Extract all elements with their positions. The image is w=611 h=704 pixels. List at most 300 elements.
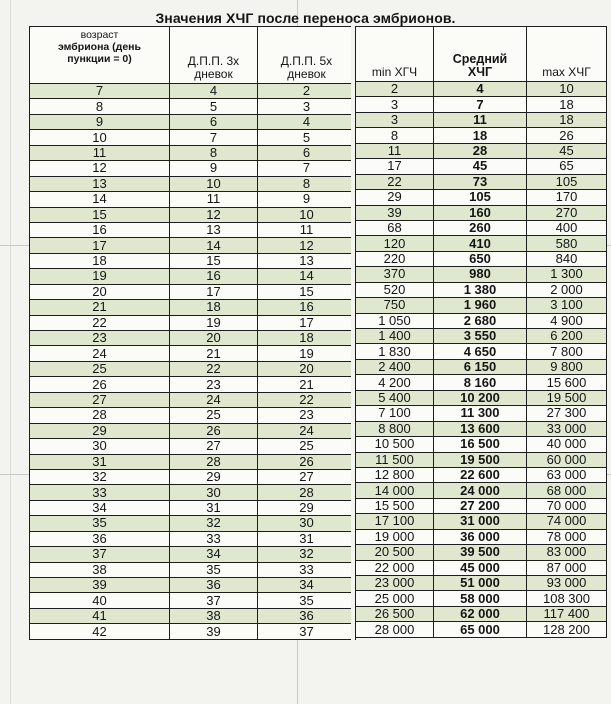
table-row — [30, 114, 356, 129]
cell-embryo-age: 30 — [30, 439, 170, 454]
cell-embryo-age: 24 — [30, 346, 170, 361]
cell-avg-hcg: 3 550 — [434, 329, 527, 344]
cell-dpp-5day: 29 — [258, 500, 356, 515]
table-row — [30, 238, 356, 253]
header-age-line3: пункции = 0) — [67, 53, 132, 65]
cell-avg-hcg: 28 — [434, 143, 527, 158]
cell-min-hcg: 11 — [356, 143, 434, 158]
cell-dpp-3day: 28 — [170, 454, 258, 469]
cell-min-hcg: 23 000 — [356, 576, 434, 591]
header-dpp3-line1: Д.П.П. 3х — [187, 54, 240, 68]
cell-embryo-age: 12 — [30, 161, 170, 176]
table-row — [30, 145, 356, 160]
cell-dpp-3day: 6 — [170, 114, 258, 129]
cell-max-hcg: 87 000 — [527, 560, 607, 575]
cell-embryo-age: 19 — [30, 269, 170, 284]
table-row — [30, 562, 356, 577]
cell-dpp-5day: 4 — [258, 114, 356, 129]
cell-avg-hcg: 980 — [434, 267, 527, 282]
table-row — [30, 207, 356, 222]
cell-max-hcg: 74 000 — [527, 514, 607, 529]
cell-min-hcg: 370 — [356, 267, 434, 282]
cell-embryo-age: 17 — [30, 238, 170, 253]
cell-min-hcg: 5 400 — [356, 390, 434, 405]
cell-max-hcg: 18 — [527, 112, 607, 127]
header-embryo-age — [30, 27, 170, 84]
cell-dpp-5day: 3 — [258, 99, 356, 114]
cell-max-hcg: 1 300 — [527, 267, 607, 282]
cell-min-hcg: 68 — [356, 220, 434, 235]
table-row — [30, 99, 356, 114]
cell-min-hcg: 19 000 — [356, 529, 434, 544]
cell-dpp-5day: 31 — [258, 531, 356, 546]
table-row — [30, 547, 356, 562]
header-dpp-3day — [170, 27, 258, 84]
table-row — [30, 130, 356, 145]
table-row — [356, 298, 607, 313]
table-row — [356, 529, 607, 544]
cell-min-hcg: 22 — [356, 174, 434, 189]
table-row — [356, 359, 607, 374]
cell-min-hcg: 22 000 — [356, 560, 434, 575]
table-row — [30, 469, 356, 484]
cell-max-hcg: 65 — [527, 159, 607, 174]
cell-dpp-3day: 20 — [170, 331, 258, 346]
cell-embryo-age: 29 — [30, 423, 170, 438]
cell-min-hcg: 28 000 — [356, 622, 434, 637]
header-avg-line2: ХЧГ — [467, 65, 493, 79]
table-row — [356, 190, 607, 205]
header-dpp5-line1: Д.П.П. 5х — [280, 54, 333, 68]
table-row — [30, 192, 356, 207]
cell-dpp-5day: 37 — [258, 624, 356, 639]
cell-dpp-3day: 35 — [170, 562, 258, 577]
table-row — [30, 300, 356, 315]
table-row — [356, 375, 607, 390]
cell-avg-hcg: 11 — [434, 112, 527, 127]
cell-dpp-3day: 34 — [170, 547, 258, 562]
cell-dpp-5day: 35 — [258, 593, 356, 608]
table-row — [30, 331, 356, 346]
cell-avg-hcg: 1 380 — [434, 282, 527, 297]
cell-max-hcg: 3 100 — [527, 298, 607, 313]
table-row — [356, 576, 607, 591]
cell-embryo-age: 18 — [30, 253, 170, 268]
header-avg-line1: Средний — [452, 52, 508, 66]
cell-dpp-3day: 31 — [170, 500, 258, 515]
cell-dpp-3day: 37 — [170, 593, 258, 608]
cell-embryo-age: 20 — [30, 284, 170, 299]
table-row — [30, 408, 356, 423]
cell-dpp-3day: 24 — [170, 392, 258, 407]
table-row — [356, 622, 607, 637]
cell-avg-hcg: 22 600 — [434, 467, 527, 482]
cell-avg-hcg: 19 500 — [434, 452, 527, 467]
cell-embryo-age: 27 — [30, 392, 170, 407]
cell-dpp-5day: 21 — [258, 377, 356, 392]
cell-min-hcg: 120 — [356, 236, 434, 251]
cell-dpp-3day: 21 — [170, 346, 258, 361]
cell-avg-hcg: 2 680 — [434, 313, 527, 328]
cell-min-hcg: 17 — [356, 159, 434, 174]
cell-avg-hcg: 45 000 — [434, 560, 527, 575]
page-title: Значения ХЧГ после переноса эмбрионов. — [155, 10, 456, 26]
cell-dpp-5day: 25 — [258, 439, 356, 454]
header-max-hcg: max ХЧГ — [527, 27, 607, 82]
cell-min-hcg: 750 — [356, 298, 434, 313]
cell-max-hcg: 580 — [527, 236, 607, 251]
cell-max-hcg: 6 200 — [527, 329, 607, 344]
cell-avg-hcg: 4 650 — [434, 344, 527, 359]
table-row — [30, 315, 356, 330]
cell-min-hcg: 12 800 — [356, 467, 434, 482]
table-row — [30, 516, 356, 531]
cell-min-hcg: 4 200 — [356, 375, 434, 390]
cell-dpp-5day: 17 — [258, 315, 356, 330]
cell-dpp-3day: 5 — [170, 99, 258, 114]
cell-dpp-3day: 27 — [170, 439, 258, 454]
cell-dpp-3day: 10 — [170, 176, 258, 191]
cell-min-hcg: 10 500 — [356, 437, 434, 452]
cell-embryo-age: 13 — [30, 176, 170, 191]
cell-dpp-5day: 19 — [258, 346, 356, 361]
cell-min-hcg: 20 500 — [356, 545, 434, 560]
table-row — [30, 253, 356, 268]
table-row — [356, 282, 607, 297]
cell-min-hcg: 8 800 — [356, 421, 434, 436]
cell-max-hcg: 840 — [527, 251, 607, 266]
table-row — [356, 159, 607, 174]
cell-avg-hcg: 8 160 — [434, 375, 527, 390]
cell-avg-hcg: 51 000 — [434, 576, 527, 591]
cell-avg-hcg: 650 — [434, 251, 527, 266]
header-dpp-5day — [258, 27, 356, 84]
header-age-line2: эмбриона (день — [58, 41, 141, 53]
cell-avg-hcg: 160 — [434, 205, 527, 220]
cell-min-hcg: 25 000 — [356, 591, 434, 606]
cell-max-hcg: 63 000 — [527, 467, 607, 482]
cell-max-hcg: 70 000 — [527, 498, 607, 513]
cell-embryo-age: 32 — [30, 469, 170, 484]
cell-min-hcg: 14 000 — [356, 483, 434, 498]
table-row — [356, 220, 607, 235]
cell-embryo-age: 34 — [30, 500, 170, 515]
cell-dpp-5day: 30 — [258, 516, 356, 531]
cell-dpp-3day: 26 — [170, 423, 258, 438]
cell-dpp-5day: 11 — [258, 222, 356, 237]
cell-avg-hcg: 18 — [434, 128, 527, 143]
table-row — [30, 176, 356, 191]
cell-embryo-age: 40 — [30, 593, 170, 608]
header-min-hcg: min ХГЧ — [356, 27, 434, 82]
cell-max-hcg: 33 000 — [527, 421, 607, 436]
cell-dpp-3day: 22 — [170, 361, 258, 376]
cell-max-hcg: 117 400 — [527, 606, 607, 621]
cell-dpp-3day: 33 — [170, 531, 258, 546]
table-row — [30, 578, 356, 593]
cell-avg-hcg: 24 000 — [434, 483, 527, 498]
cell-embryo-age: 7 — [30, 84, 170, 99]
cell-dpp-3day: 30 — [170, 485, 258, 500]
table-row — [30, 346, 356, 361]
cell-max-hcg: 27 300 — [527, 406, 607, 421]
table-row — [30, 284, 356, 299]
cell-max-hcg: 60 000 — [527, 452, 607, 467]
table-row — [30, 485, 356, 500]
cell-dpp-3day: 8 — [170, 145, 258, 160]
cell-dpp-3day: 25 — [170, 408, 258, 423]
cell-avg-hcg: 65 000 — [434, 622, 527, 637]
cell-embryo-age: 36 — [30, 531, 170, 546]
cell-max-hcg: 45 — [527, 143, 607, 158]
cell-dpp-5day: 15 — [258, 284, 356, 299]
cell-avg-hcg: 11 300 — [434, 406, 527, 421]
cell-embryo-age: 28 — [30, 408, 170, 423]
table-row — [30, 439, 356, 454]
cell-embryo-age: 26 — [30, 377, 170, 392]
cell-embryo-age: 37 — [30, 547, 170, 562]
table-row — [356, 205, 607, 220]
cell-min-hcg: 220 — [356, 251, 434, 266]
cell-dpp-5day: 28 — [258, 485, 356, 500]
table-row — [356, 344, 607, 359]
table-row — [356, 406, 607, 421]
cell-avg-hcg: 7 — [434, 97, 527, 112]
cell-dpp-5day: 9 — [258, 192, 356, 207]
cell-dpp-3day: 32 — [170, 516, 258, 531]
header-age-line1: возраст — [80, 29, 119, 41]
cell-dpp-5day: 26 — [258, 454, 356, 469]
table-row — [30, 593, 356, 608]
table-row — [356, 452, 607, 467]
table-row — [30, 161, 356, 176]
cell-max-hcg: 78 000 — [527, 529, 607, 544]
cell-max-hcg: 270 — [527, 205, 607, 220]
cell-embryo-age: 35 — [30, 516, 170, 531]
cell-dpp-3day: 23 — [170, 377, 258, 392]
cell-min-hcg: 7 100 — [356, 406, 434, 421]
cell-dpp-3day: 38 — [170, 608, 258, 623]
cell-embryo-age: 22 — [30, 315, 170, 330]
cell-dpp-5day: 32 — [258, 547, 356, 562]
cell-dpp-5day: 13 — [258, 253, 356, 268]
cell-max-hcg: 10 — [527, 82, 607, 97]
table-row — [356, 390, 607, 405]
cell-embryo-age: 23 — [30, 331, 170, 346]
cell-embryo-age: 39 — [30, 578, 170, 593]
cell-embryo-age: 25 — [30, 361, 170, 376]
cell-max-hcg: 83 000 — [527, 545, 607, 560]
table-row — [356, 483, 607, 498]
table-row — [356, 236, 607, 251]
cell-max-hcg: 19 500 — [527, 390, 607, 405]
cell-dpp-5day: 5 — [258, 130, 356, 145]
cell-min-hcg: 3 — [356, 97, 434, 112]
cell-min-hcg: 11 500 — [356, 452, 434, 467]
table-row — [356, 560, 607, 575]
cell-dpp-3day: 29 — [170, 469, 258, 484]
cell-min-hcg: 1 400 — [356, 329, 434, 344]
cell-avg-hcg: 39 500 — [434, 545, 527, 560]
cell-embryo-age: 16 — [30, 222, 170, 237]
table-row — [30, 454, 356, 469]
cell-embryo-age: 9 — [30, 114, 170, 129]
cell-min-hcg: 15 500 — [356, 498, 434, 513]
cell-min-hcg: 1 050 — [356, 313, 434, 328]
cell-embryo-age: 15 — [30, 207, 170, 222]
cell-min-hcg: 1 830 — [356, 344, 434, 359]
cell-avg-hcg: 27 200 — [434, 498, 527, 513]
cell-dpp-5day: 22 — [258, 392, 356, 407]
cell-max-hcg: 128 200 — [527, 622, 607, 637]
cell-max-hcg: 15 600 — [527, 375, 607, 390]
table-row — [356, 421, 607, 436]
cell-avg-hcg: 36 000 — [434, 529, 527, 544]
cell-embryo-age: 41 — [30, 608, 170, 623]
cell-dpp-5day: 20 — [258, 361, 356, 376]
cell-max-hcg: 18 — [527, 97, 607, 112]
cell-dpp-3day: 11 — [170, 192, 258, 207]
cell-dpp-3day: 36 — [170, 578, 258, 593]
cell-dpp-5day: 34 — [258, 578, 356, 593]
cell-min-hcg: 2 400 — [356, 359, 434, 374]
cell-avg-hcg: 62 000 — [434, 606, 527, 621]
cell-max-hcg: 4 900 — [527, 313, 607, 328]
cell-dpp-5day: 24 — [258, 423, 356, 438]
cell-avg-hcg: 260 — [434, 220, 527, 235]
table-row — [356, 313, 607, 328]
cell-dpp-5day: 8 — [258, 176, 356, 191]
cell-avg-hcg: 16 500 — [434, 437, 527, 452]
cell-embryo-age: 8 — [30, 99, 170, 114]
cell-embryo-age: 31 — [30, 454, 170, 469]
cell-min-hcg: 2 — [356, 82, 434, 97]
table-row — [356, 267, 607, 282]
cell-max-hcg: 400 — [527, 220, 607, 235]
cell-dpp-5day: 12 — [258, 238, 356, 253]
cell-max-hcg: 68 000 — [527, 483, 607, 498]
cell-min-hcg: 3 — [356, 112, 434, 127]
cell-max-hcg: 2 000 — [527, 282, 607, 297]
cell-dpp-5day: 2 — [258, 84, 356, 99]
cell-dpp-3day: 17 — [170, 284, 258, 299]
cell-dpp-3day: 13 — [170, 222, 258, 237]
table-row — [356, 514, 607, 529]
cell-dpp-3day: 15 — [170, 253, 258, 268]
table-row — [30, 392, 356, 407]
cell-max-hcg: 9 800 — [527, 359, 607, 374]
cell-min-hcg: 8 — [356, 128, 434, 143]
table-row — [356, 128, 607, 143]
table-row — [30, 84, 356, 99]
table-row — [356, 498, 607, 513]
cell-dpp-5day: 10 — [258, 207, 356, 222]
table-row — [356, 606, 607, 621]
cell-avg-hcg: 31 000 — [434, 514, 527, 529]
table-row — [30, 531, 356, 546]
table-row — [356, 143, 607, 158]
table-row — [356, 437, 607, 452]
cell-avg-hcg: 410 — [434, 236, 527, 251]
cell-embryo-age: 38 — [30, 562, 170, 577]
table-row — [30, 624, 356, 639]
cell-avg-hcg: 58 000 — [434, 591, 527, 606]
cell-dpp-5day: 16 — [258, 300, 356, 315]
table-row — [356, 112, 607, 127]
cell-dpp-3day: 9 — [170, 161, 258, 176]
table-row — [30, 377, 356, 392]
table-row — [356, 82, 607, 97]
cell-max-hcg: 105 — [527, 174, 607, 189]
cell-max-hcg: 40 000 — [527, 437, 607, 452]
table-row — [30, 269, 356, 284]
header-avg-hcg — [434, 27, 527, 82]
cell-dpp-3day: 12 — [170, 207, 258, 222]
cell-avg-hcg: 1 960 — [434, 298, 527, 313]
cell-embryo-age: 21 — [30, 300, 170, 315]
cell-embryo-age: 14 — [30, 192, 170, 207]
cell-min-hcg: 39 — [356, 205, 434, 220]
cell-min-hcg: 29 — [356, 190, 434, 205]
table-row — [30, 423, 356, 438]
cell-dpp-5day: 27 — [258, 469, 356, 484]
table-row — [356, 97, 607, 112]
cell-dpp-3day: 39 — [170, 624, 258, 639]
cell-max-hcg: 7 800 — [527, 344, 607, 359]
header-dpp3-line2: дневок — [194, 67, 233, 81]
table-row — [30, 500, 356, 515]
cell-avg-hcg: 4 — [434, 82, 527, 97]
cell-embryo-age: 10 — [30, 130, 170, 145]
cell-dpp-3day: 14 — [170, 238, 258, 253]
table-row — [30, 222, 356, 237]
table-row — [30, 608, 356, 623]
cell-avg-hcg: 6 150 — [434, 359, 527, 374]
cell-dpp-5day: 18 — [258, 331, 356, 346]
cell-min-hcg: 520 — [356, 282, 434, 297]
cell-embryo-age: 33 — [30, 485, 170, 500]
cell-dpp-5day: 36 — [258, 608, 356, 623]
cell-avg-hcg: 105 — [434, 190, 527, 205]
cell-dpp-3day: 4 — [170, 84, 258, 99]
table-row — [356, 545, 607, 560]
cell-avg-hcg: 10 200 — [434, 390, 527, 405]
cell-dpp-3day: 7 — [170, 130, 258, 145]
cell-dpp-3day: 18 — [170, 300, 258, 315]
cell-max-hcg: 108 300 — [527, 591, 607, 606]
table-row — [356, 467, 607, 482]
cell-dpp-5day: 7 — [258, 161, 356, 176]
cell-dpp-5day: 14 — [258, 269, 356, 284]
cell-dpp-3day: 19 — [170, 315, 258, 330]
table-row — [356, 591, 607, 606]
cell-avg-hcg: 73 — [434, 174, 527, 189]
cell-dpp-5day: 23 — [258, 408, 356, 423]
table-row — [356, 251, 607, 266]
table-row — [356, 174, 607, 189]
cell-min-hcg: 26 500 — [356, 606, 434, 621]
hcg-table-left — [29, 26, 356, 640]
cell-avg-hcg: 13 600 — [434, 421, 527, 436]
cell-max-hcg: 170 — [527, 190, 607, 205]
cell-embryo-age: 11 — [30, 145, 170, 160]
cell-dpp-3day: 16 — [170, 269, 258, 284]
hcg-table-right — [355, 26, 607, 638]
cell-max-hcg: 93 000 — [527, 576, 607, 591]
cell-dpp-5day: 33 — [258, 562, 356, 577]
cell-dpp-5day: 6 — [258, 145, 356, 160]
cell-max-hcg: 26 — [527, 128, 607, 143]
